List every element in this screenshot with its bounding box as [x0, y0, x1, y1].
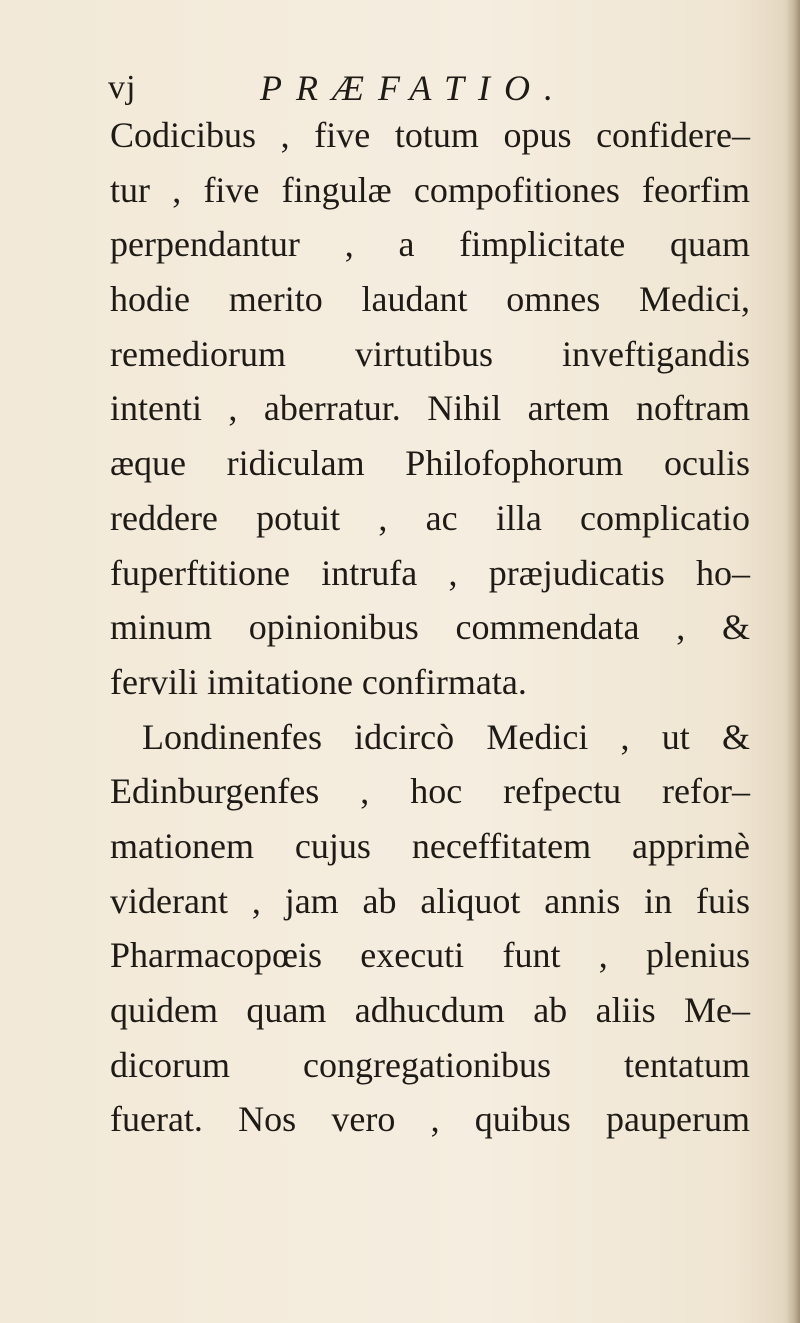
text-line: fuperftitione intrufa , præjudicatis ho–	[110, 552, 750, 593]
text-line: Londinenfes idcircò Medici , ut &	[142, 716, 750, 757]
page-gutter-shadow	[786, 0, 800, 1323]
text-line: Pharmacopœis executi funt , plenius	[110, 935, 750, 976]
text-line: Codicibus , five totum opus confidere–	[110, 115, 750, 155]
text-line: perpendantur , a fimplicitate quam	[110, 224, 750, 265]
text-line: Edinburgenfes , hoc refpectu refor–	[110, 771, 750, 812]
text-line: æque ridiculam Philofophorum oculis	[110, 443, 750, 484]
text-line: tur , five fingulæ compofitiones feorfim	[110, 169, 750, 210]
text-line: intenti , aberratur. Nihil artem noftram	[110, 388, 750, 429]
text-line: minum opinionibus commendata , &	[110, 607, 750, 648]
text-line: quidem quam adhucdum ab aliis Me–	[110, 990, 750, 1030]
text-line: viderant , jam ab aliquot annis in fuis	[110, 880, 750, 921]
running-head: PRÆFATIO.	[260, 68, 568, 108]
text-line: mationem cujus neceffitatem apprimè	[110, 825, 750, 866]
paragraph-2	[110, 710, 750, 1148]
text-line: dicorum congregationibus tentatum	[110, 1044, 750, 1085]
text-line: remediorum virtutibus inveftigandis	[110, 333, 750, 374]
paragraph-1	[110, 108, 750, 710]
text-line: reddere potuit , ac illa complicatio	[110, 497, 750, 538]
text-line: hodie merito laudant omnes Medici,	[110, 279, 750, 320]
page-number: vj	[108, 69, 137, 106]
text-line: fervili imitatione confirmata.	[110, 661, 527, 702]
body-text	[110, 108, 750, 1147]
text-line: fuerat. Nos vero , quibus pauperum	[110, 1099, 750, 1140]
